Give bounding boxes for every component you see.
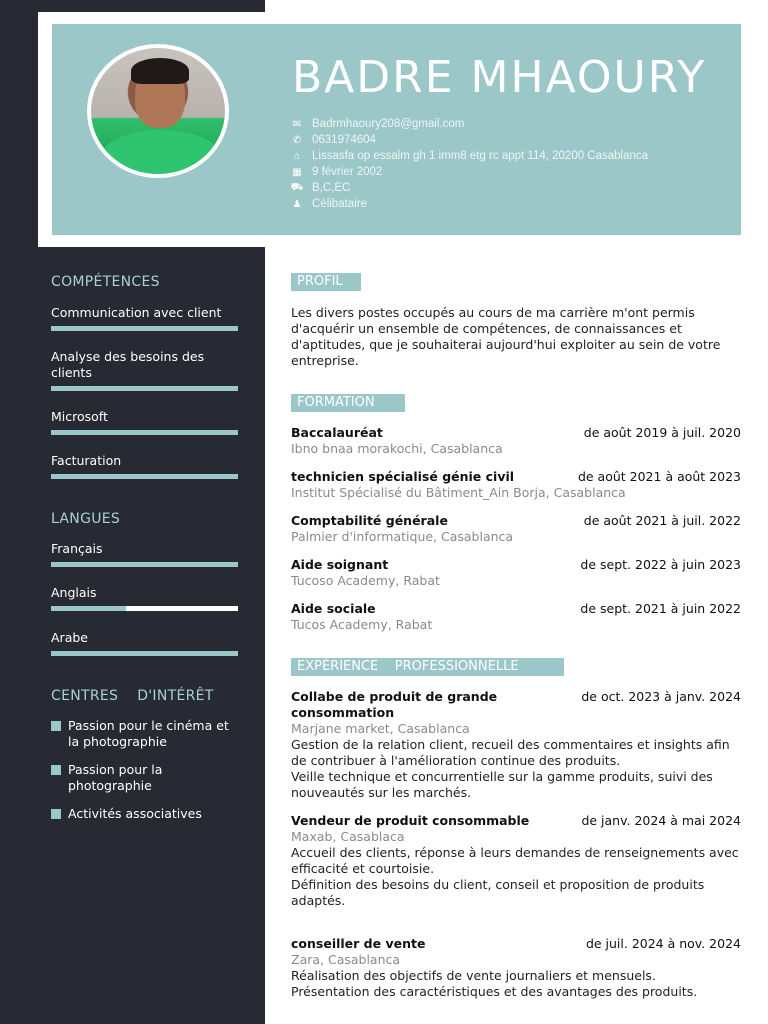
contact-list (290, 116, 648, 212)
profil-text: Les divers postes occupés au cours de ma carrière m'ont permis d'acquérir un ensemble de compétences, de connaissances et d'aptitudes, que je souhaiterai aujourd'hui exploiter au sein de votre entreprise. (291, 305, 721, 368)
language-bar-fill (51, 562, 238, 567)
language-bar (51, 651, 238, 656)
language-bar-fill (51, 606, 126, 611)
contact-address: ⌂ Lissasfa op essalm gh 1 imm8 etg rc appt 114, 20200 Casablanca (290, 148, 648, 164)
formation-item-title: Baccalauréat (291, 425, 383, 440)
avatar-hoodie (99, 130, 223, 178)
experience-item-desc: Réalisation des objectifs de vente journaliers et mensuels. Présentation des caractéristiques et des avantages des produits. (291, 968, 698, 999)
experience-item (291, 813, 741, 909)
language-bar (51, 562, 238, 567)
formation-item-school: Tucos Academy, Rabat (291, 617, 433, 632)
skill-bar-fill (51, 386, 238, 391)
contact-phone[interactable]: ✆ 0631974604 (290, 132, 648, 148)
skill-bar-fill (51, 474, 238, 479)
calendar-icon: ▦ (292, 166, 302, 178)
avatar-hair (131, 58, 189, 84)
skill-bar (51, 386, 238, 391)
formation-item (291, 513, 741, 545)
formation-item (291, 469, 741, 501)
bullet-square-icon (51, 809, 61, 819)
interest-item: Passion pour la photographie (51, 762, 241, 794)
contact-birthdate: ▦ 9 février 2002 (290, 164, 648, 180)
formation-item-date: de sept. 2021 à juin 2022 (580, 601, 741, 616)
interest-item: Activités associatives (51, 806, 241, 822)
formation-item-school: Ibno bnaa morakochi, Casablanca (291, 441, 503, 456)
experience-item-company: Zara, Casablanca (291, 952, 401, 967)
formation-item-date: de sept. 2022 à juin 2023 (580, 557, 741, 572)
formation-item-date: de août 2019 à juil. 2020 (583, 425, 741, 440)
contact-status: ♟ Célibataire (290, 196, 648, 212)
experience-item-title: Collabe de produit de grande consommation (291, 689, 498, 720)
formation-item-date: de août 2021 à août 2023 (577, 469, 741, 484)
bullet-square-icon (51, 765, 61, 775)
formation-item-title: Aide sociale (291, 601, 376, 616)
skill-label: Analyse des besoins des clients (51, 349, 205, 380)
experience-item (291, 936, 741, 1000)
phone-icon: ✆ (292, 134, 302, 146)
profil-title: PROFIL (291, 273, 361, 291)
language-bar-fill (51, 651, 238, 656)
language-label: Français (51, 541, 103, 556)
contact-license: ⛟ B,C,EC (290, 181, 351, 194)
experience-item-date: de janv. 2024 à mai 2024 (581, 813, 741, 828)
experience-item-title: conseiller de vente (291, 936, 426, 951)
home-icon: ⌂ (293, 150, 301, 162)
contact-email[interactable]: ✉ Badrmhaoury208@gmail.com (290, 116, 648, 132)
skill-bar (51, 474, 238, 479)
experience-title: EXPÉRIENCE PROFESSIONNELLE (291, 658, 564, 676)
experience-item-date: de oct. 2023 à janv. 2024 (581, 689, 741, 704)
skill-bar (51, 430, 238, 435)
bullet-square-icon (51, 721, 61, 731)
formation-item-school: Palmier d'informatique, Casablanca (291, 529, 514, 544)
skills-title: COMPÉTENCES (51, 274, 160, 290)
language-label: Arabe (51, 630, 88, 645)
experience-item-desc: Accueil des clients, réponse à leurs demandes de renseignements avec efficacité et courtoisie. Définition des besoins du client, conseil et proposition de produits adaptés. (291, 845, 739, 908)
formation-item-title: technicien spécialisé génie civil (291, 469, 515, 484)
formation-item (291, 601, 741, 633)
formation-item-title: Comptabilité générale (291, 513, 448, 528)
candidate-name: BADRE MHAOURY (292, 52, 707, 103)
skill-label: Communication avec client (51, 305, 222, 320)
skill-bar (51, 326, 238, 331)
interest-item: Passion pour le cinéma et la photographie (51, 718, 241, 750)
experience-item-company: Marjane market, Casablanca (291, 721, 470, 736)
languages-title: LANGUES (51, 511, 121, 527)
interests-title: CENTRES D'INTÉRÊT (51, 688, 214, 704)
formation-item (291, 557, 741, 589)
users-icon: ♟ (292, 198, 302, 210)
formation-item-date: de août 2021 à juil. 2022 (583, 513, 741, 528)
formation-item (291, 425, 741, 457)
experience-item-title: Vendeur de produit consommable (291, 813, 530, 828)
experience-item (291, 689, 741, 801)
formation-item-title: Aide soignant (291, 557, 389, 572)
experience-item-desc: Gestion de la relation client, recueil des commentaires et insights afin de contribuer à l'amélioration continue des produits. Veille technique et concurrentielle sur la gamme produits, suivi des nouveautés sur les marchés. (291, 737, 730, 800)
formation-item-school: Institut Spécialisé du Bâtiment_Ain Borja, Casablanca (291, 485, 626, 500)
language-bar (51, 606, 238, 611)
skill-label: Microsoft (51, 409, 108, 424)
experience-item-date: de juil. 2024 à nov. 2024 (585, 936, 741, 951)
skill-bar-fill (51, 430, 238, 435)
skill-bar-fill (51, 326, 238, 331)
formation-item-school: Tucoso Academy, Rabat (291, 573, 440, 588)
avatar (87, 44, 229, 178)
car-icon: ⛟ (290, 181, 304, 193)
envelope-icon: ✉ (292, 118, 302, 130)
formation-title: FORMATION (291, 394, 405, 412)
experience-item-company: Maxab, Casablaca (291, 829, 405, 844)
language-label: Anglais (51, 585, 97, 600)
skill-label: Facturation (51, 453, 122, 468)
